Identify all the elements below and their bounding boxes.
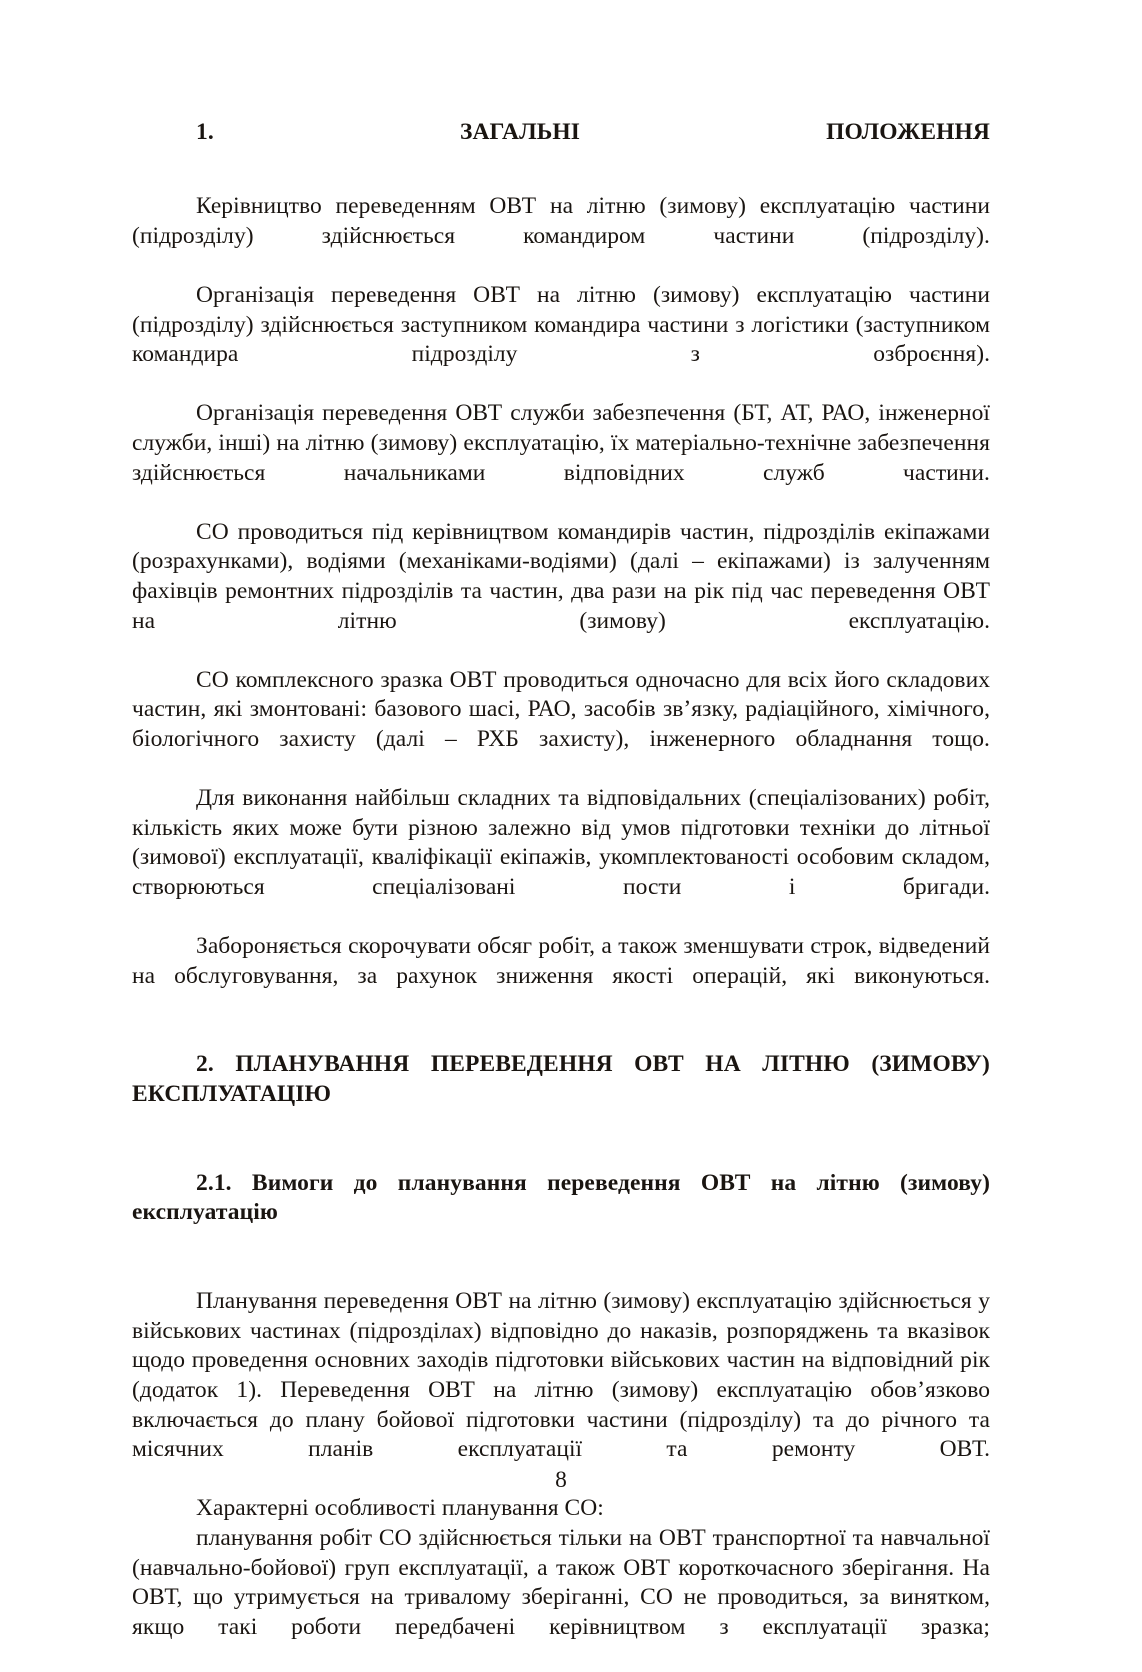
paragraph-9: Характерні особливості планування СО: [196, 1495, 604, 1522]
spacer [132, 177, 990, 192]
page-number: 8 [555, 1467, 567, 1493]
section-heading-2-1: 2.1. Вимоги до планування переведення ОВТ на літню (зимову) експлуатацію [132, 1169, 990, 1226]
section-heading-2: 2. ПЛАНУВАННЯ ПЕРЕВЕДЕННЯ ОВТ НА ЛІТНЮ (ЗИМОВУ) ЕКСПЛУАТАЦІЮ [132, 1051, 990, 1107]
paragraph-2: Організація переведення ОВТ на літню (зимову) експлуатацію частини (підрозділу) здійснюється заступником командира частини з логістики (заступником командира підрозділу з озброєння). [132, 281, 990, 368]
section-heading-1: 1. ЗАГАЛЬНІ ПОЛОЖЕННЯ [196, 119, 990, 145]
spacer [132, 1139, 990, 1169]
spacer [132, 1021, 990, 1051]
paragraph-7: Забороняється скорочувати обсяг робіт, а також зменшувати строк, відведений на обслуговування, за рахунок зниження якості операцій, які виконуються. [132, 933, 990, 989]
paragraph-8: Планування переведення ОВТ на літню (зимову) експлуатацію здійснюється у військових частинах (підрозділах) відповідно до наказів, розпоряджень та вказівок щодо проведення основних заходів підготовки військових частин на відповідний рік (додаток 1). Переведення ОВТ на літню (зимову) експлуатацію обов’язково включається до плану бойової підготовки частини (підрозділу) та до річного та місячних планів експлуатації та ремонту ОВТ. [132, 1288, 990, 1463]
paragraph-10: планування робіт СО здійснюється тільки на ОВТ транспортної та навчальної (навчально-бойової) груп експлуатації, а також ОВТ короткочасного зберігання. На ОВТ, що утримується на тривалому зберіганні, СО не проводиться, за винятком, якщо такі роботи передбачені керівництвом з експлуатації зразка; [132, 1524, 990, 1640]
paragraph-1: Керівництво переведенням ОВТ на літню (зимову) експлуатацію частини (підрозділу) здійснюється командиром частини (підрозділу). [132, 193, 990, 249]
paragraph-3: Організація переведення ОВТ служби забезпечення (БТ, АТ, РАО, інженерної служби, інші) на літню (зимову) експлуатацію, їх матеріально-технічне забезпечення здійснюється начальниками відповідних служб частини. [132, 400, 990, 486]
paragraph-5: СО комплексного зразка ОВТ проводиться одночасно для всіх його складових частин, які змонтовані: базового шасі, РАО, засобів зв’язку, радіаційного, хімічного, біологічного захисту (далі – РХБ захисту), інженерного обладнання тощо. [132, 666, 990, 752]
spacer [132, 1258, 990, 1288]
page-content [132, 118, 990, 1672]
paragraph-6: Для виконання найбільш складних та відповідальних (спеціалізованих) робіт, кількість яких може бути різною залежно від умов підготовки техніки до літньої (зимової) експлуатації, кваліфікації екіпажів, укомплектованості особовим складом, створюються спеціалізовані пости і бригади. [132, 785, 990, 900]
paragraph-4: СО проводиться під керівництвом командирів частин, підрозділів екіпажами (розрахунками), водіями (механіками-водіями) (далі – екіпажами) із залученням фахівців ремонтних підрозділів та частин, два рази на рік під час переведення ОВТ на літню (зимову) експлуатацію. [132, 518, 990, 634]
